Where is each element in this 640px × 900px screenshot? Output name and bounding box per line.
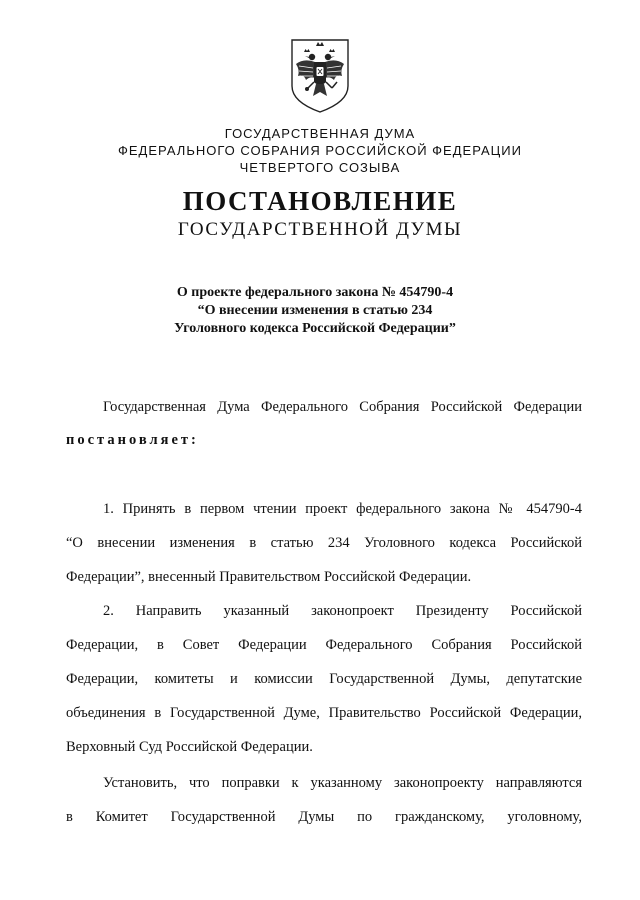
item2-line-4: объединения в Государственной Думе, Правительство Российской Федерации, [66, 705, 582, 721]
item1-line-2: “О внесении изменения в статью 234 Уголовного кодекса Российской [66, 535, 582, 551]
item3-line-1: Установить, что поправки к указанному законопроекту направляются [103, 775, 582, 791]
preamble-text: Государственная Дума Федерального Собрания Российской Федерации [103, 399, 582, 415]
coat-of-arms-emblem-icon [286, 36, 354, 116]
item3-line-2: в Комитет Государственной Думы по гражданскому, уголовному, [66, 809, 582, 825]
document-subtitle: ГОСУДАРСТВЕННОЙ ДУМЫ [177, 219, 463, 240]
decides-word: постановляет: [66, 432, 199, 448]
header-line-federal-assembly: ФЕДЕРАЛЬНОГО СОБРАНИЯ РОССИЙСКОЙ ФЕДЕРАЦИИ [118, 143, 522, 158]
item2-line-1: 2. Направить указанный законопроект Президенту Российской [103, 603, 582, 619]
subject-line-3: Уголовного кодекса Российской Федерации” [174, 321, 456, 336]
item2-line-2: Федерации, в Совет Федерации Федерального Собрания Российской [66, 637, 582, 653]
item2-line-3: Федерации, комитеты и комиссии Государственной Думы, депутатские [66, 671, 582, 687]
item1-line-1: 1. Принять в первом чтении проект федерального закона № 454790-4 [103, 501, 582, 517]
header-line-duma: ГОСУДАРСТВЕННАЯ ДУМА [224, 126, 416, 141]
subject-line-2: “О внесении изменения в статью 234 [197, 303, 433, 318]
header-line-convocation: ЧЕТВЕРТОГО СОЗЫВА [239, 160, 401, 175]
item2-line-5: Верховный Суд Российской Федерации. [66, 739, 313, 755]
subject-line-1: О проекте федерального закона № 454790-4 [176, 285, 454, 300]
document-title: ПОСТАНОВЛЕНИЕ [182, 186, 458, 216]
item1-line-3: Федерации”, внесенный Правительством Российской Федерации. [66, 569, 472, 585]
